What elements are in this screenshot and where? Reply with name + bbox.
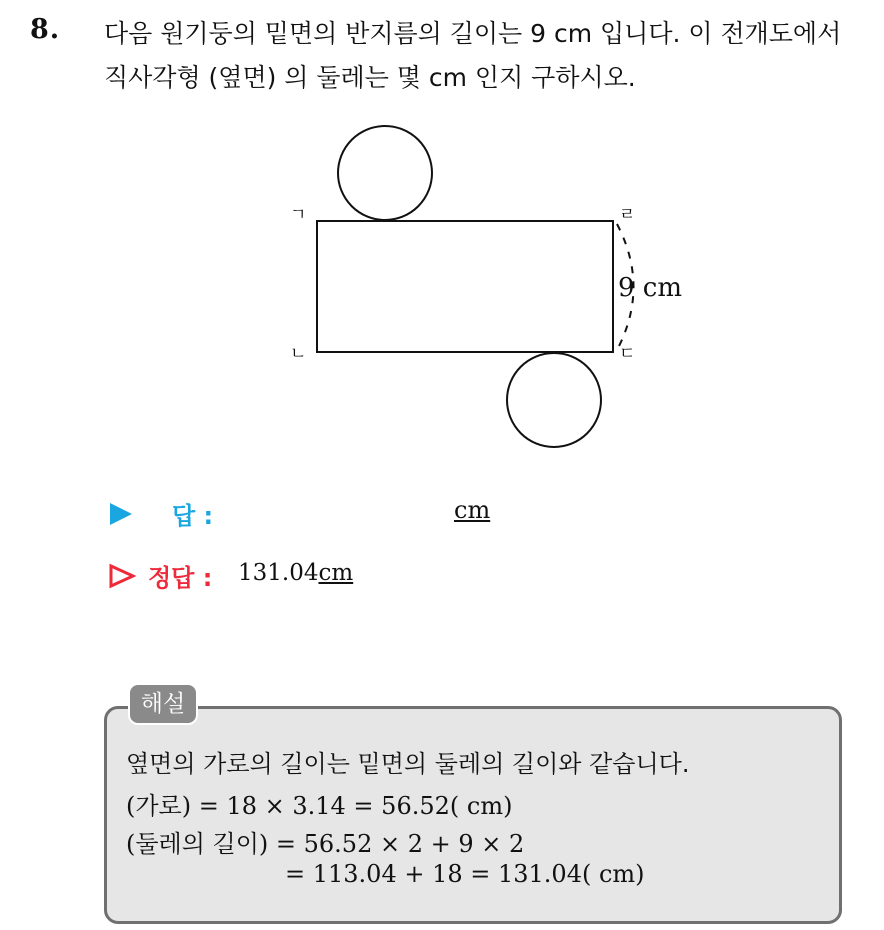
correct-answer-unit: cm xyxy=(318,560,354,586)
question-text-line2: 직사각형 (옆면) 의 둘레는 몇 cm 인지 구하시오. xyxy=(104,63,636,92)
outline-triangle-icon xyxy=(108,563,136,589)
answer-unit: cm xyxy=(454,496,491,524)
solution-line3: (둘레의 길이) = 56.52 × 2 + 9 × 2 xyxy=(126,830,525,858)
correct-answer-label: 정답 : xyxy=(148,564,213,592)
vertex-label-top-left: ㄱ xyxy=(290,205,307,225)
top-base-circle xyxy=(338,126,432,220)
vertex-label-bottom-right: ㄷ xyxy=(619,344,636,364)
solution-line1: 옆면의 가로의 길이는 밑면의 둘레의 길이와 같습니다. xyxy=(126,750,690,778)
vertex-label-top-right: ㄹ xyxy=(619,205,636,225)
answer-label: 답 : xyxy=(172,502,214,530)
play-triangle-icon xyxy=(110,503,132,525)
correct-answer-number: 131.04 xyxy=(238,560,319,586)
correct-answer-row xyxy=(108,558,608,594)
question-number: 8. xyxy=(30,14,61,45)
dimension-label: 9 cm xyxy=(618,273,683,303)
solution-line2: (가로) = 18 × 3.14 = 56.52( cm) xyxy=(126,792,513,820)
correct-answer-value xyxy=(238,560,353,586)
side-rectangle xyxy=(317,221,613,352)
solution-tag: 해설 xyxy=(128,683,198,725)
bottom-base-circle xyxy=(507,353,601,447)
vertex-label-bottom-left: ㄴ xyxy=(290,344,307,364)
answer-row xyxy=(108,496,608,532)
question-text-line1: 다음 원기둥의 밑면의 반지름의 길이는 9 cm 입니다. 이 전개도에서 xyxy=(104,19,842,48)
solution-line4: = 113.04 + 18 = 131.04( cm) xyxy=(285,860,645,888)
